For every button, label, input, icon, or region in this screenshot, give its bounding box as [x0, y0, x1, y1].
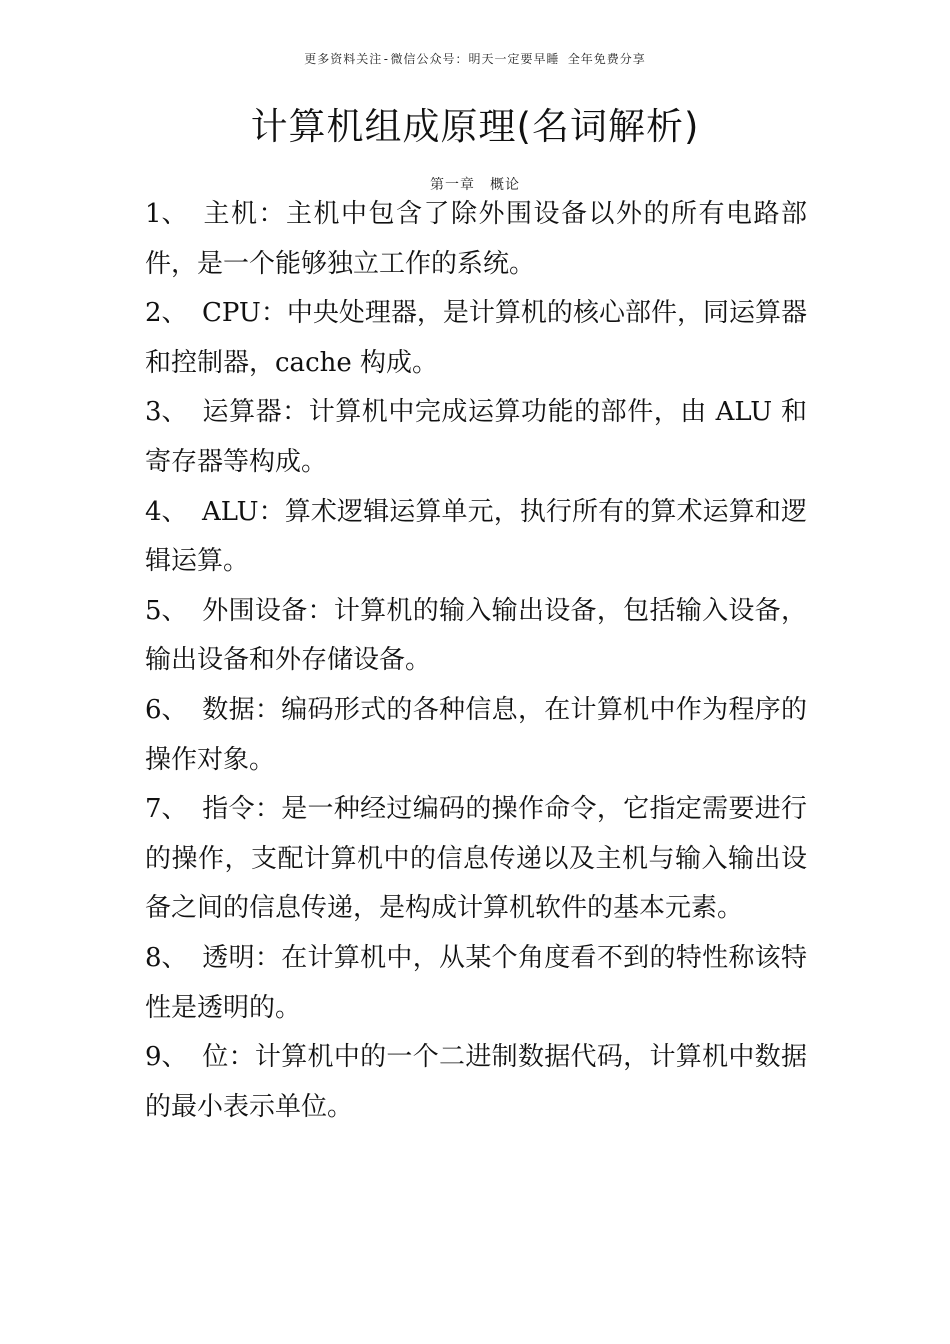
- entry-number: 5、: [145, 595, 188, 626]
- entry-number: 2、: [145, 298, 188, 329]
- header-note: 更多资料关注-微信公众号：明天一定要早睡 全年免费分享: [304, 52, 646, 66]
- definition-entry-2: [145, 289, 807, 388]
- entry-text: 外围设备：计算机的输入输出设备，包括输入设备，输出设备和外存储设备。: [145, 595, 807, 676]
- entry-text: 主机：主机中包含了除外围设备以外的所有电路部件，是一个能够独立工作的系统。: [145, 199, 807, 279]
- definition-entry-3: [145, 388, 807, 487]
- definition-entry-6: [145, 686, 807, 785]
- entry-number: 6、: [145, 694, 188, 725]
- entry-text: 位：计算机中的一个二进制数据代码，计算机中数据的最小表示单位。: [145, 1042, 807, 1122]
- definition-list: [145, 190, 807, 1132]
- entry-text: ALU：算术逻辑运算单元，执行所有的算术运算和逻辑运算。: [145, 496, 807, 577]
- entry-number: 8、: [145, 942, 188, 973]
- definition-entry-4: [145, 488, 807, 587]
- entry-text: 数据：编码形式的各种信息，在计算机中作为程序的操作对象。: [145, 694, 807, 775]
- entry-number: 9、: [145, 1042, 188, 1073]
- entry-text: 运算器：计算机中完成运算功能的部件，由 ALU 和寄存器等构成。: [145, 397, 807, 477]
- entry-text: 指令：是一种经过编码的操作命令，它指定需要进行的操作，支配计算机中的信息传递以及主机与输入输出设备之间的信息传递，是构成计算机软件的基本元素。: [145, 794, 807, 924]
- entry-text: CPU：中央处理器，是计算机的核心部件，同运算器和控制器，cache 构成。: [145, 298, 807, 378]
- entry-number: 4、: [145, 496, 188, 527]
- entry-number: 7、: [145, 794, 188, 825]
- document-title: 计算机组成原理(名词解析): [250, 105, 700, 148]
- definition-entry-9: [145, 1033, 807, 1132]
- definition-entry-7: [145, 785, 807, 934]
- definition-entry-5: [145, 587, 807, 686]
- definition-entry-1: [145, 190, 807, 289]
- definition-entry-8: [145, 934, 807, 1033]
- entry-number: 1、: [145, 199, 188, 229]
- entry-number: 3、: [145, 397, 188, 428]
- chapter-heading: 第一章 概论: [430, 177, 520, 193]
- entry-text: 透明：在计算机中，从某个角度看不到的特性称该特性是透明的。: [145, 942, 807, 1023]
